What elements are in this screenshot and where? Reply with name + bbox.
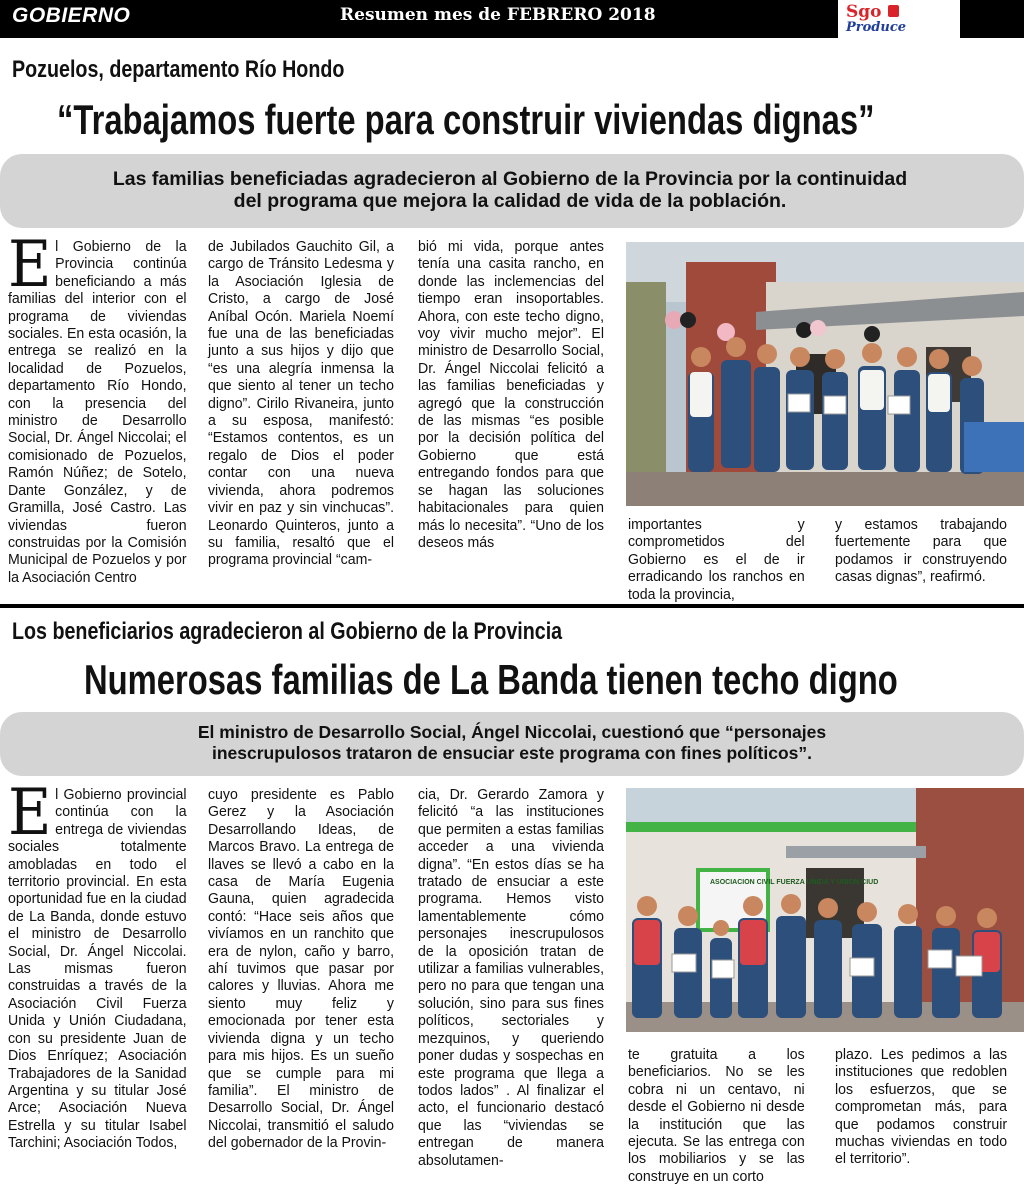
- article1-deck: Las familias beneficiadas agradecieron al Gobierno de la Provincia por la continuidad del programa que mejora la calidad de vida de la población.: [112, 168, 908, 212]
- article2-kicker: Los beneficiarios agradecieron al Gobierno de la Provincia: [12, 618, 563, 645]
- logo-text-produce: Produce: [846, 20, 907, 35]
- article2-column-5: plazo. Les pedimos a las instituciones que redoblen los esfuerzos, que se comprometan más, para que podamos construir muchas viviendas en todo el territorio”.: [835, 1046, 1008, 1168]
- article2-column-4: te gratuita a los beneficiarios. No se les cobra ni un centavo, ni desde el Gobierno ni desde la institución que las ejecuta. Se las entrega con los mobiliarios y se las construye en un corto: [628, 1046, 805, 1185]
- article1-column-2: de Jubilados Gauchito Gil, a cargo de Tránsito Ledesma y la Asociación Iglesia de Cristo, a cargo de José Aníbal Ocón. Mariela Noemí fue una de las beneficiadas junto a sus hijos y dijo que “es una alegría inmensa la que siento al tener un techo digno”. Cirilo Rivaneira, junto a su esposa, manifestó: “Estamos contentos, es un regalo de Dios el poder contar con una nueva vivienda, ahora podremos vivir en paz y sin vinchucas”. Leonardo Quinteros, junto a su familia, resaltó que el programa provincial “cam-: [208, 238, 394, 569]
- article2-deck-box: [0, 712, 1024, 776]
- article2-deck: El ministro de Desarrollo Social, Ángel Niccolai, cuestionó que “personajes inescrupulosos trataron de ensuciar este programa con fines políticos”.: [197, 722, 827, 763]
- article-divider: [0, 604, 1024, 608]
- article1-deck-box: [0, 154, 1024, 228]
- photo-sign-text: ASOCIACION CIVIL FUERZA UNIDA Y UNION CIUD: [710, 879, 879, 886]
- article2-photo: [626, 788, 1024, 1032]
- article1-kicker: Pozuelos, departamento Río Hondo: [12, 56, 345, 83]
- article1-col1-text: l Gobierno de la Provincia continúa beneficiando a más familias del interior con el programa de viviendas sociales. En esta ocasión, la entrega se realizó en la localidad de Pozuelos, departamento Río Hondo, con la presencia del ministro de Desarrollo Social, Dr. Ángel Niccolai; el comisionado de Pozuelos, Ramón Núñez; de Sotelo, Dante González, y de Gramilla, José Castro. Las viviendas fueron construidas por la Comisión Municipal de Pozuelos y por la Asociación Centro: [8, 238, 187, 586]
- article1-headline: “Trabajamos fuerte para construir viviendas dignas”: [57, 96, 875, 143]
- article1-column-4: importantes y comprometidos del Gobierno es el de ir erradicando los ranchos en toda la provincia,: [628, 516, 805, 603]
- article2-column-1: [8, 776, 187, 1152]
- article2-dropcap: E: [8, 776, 52, 850]
- group-photo-house-la-banda: [626, 788, 1024, 1032]
- article1-column-1: [8, 228, 187, 586]
- group-photo-house-pozuelos: [626, 242, 1024, 506]
- article1-column-5: y estamos trabajando fuertemente para que podamos ir construyendo casas dignas”, reafirmó.: [835, 516, 1008, 586]
- page-number: 13: [975, 5, 1002, 32]
- article2-column-3: cia, Dr. Gerardo Zamora y felicitó “a las instituciones que permiten a estas familias acceder a una vivienda digna”. “En estos días se ha tratado de ensuciar a este programa. Hemos visto lamentablemente cómo personajes inescrupulosos de la oposición tratan de utilizar a familias vulnerables, pero no para que tengan una solución, sino para sus fines políticos, sectoriales y mezquinos, y queriendo poner dudas y sospechas en este programa que llega a todos lados” . Al finalizar el acto, el funcionario destacó que las “viviendas se entregan de manera absolutamen-: [418, 786, 604, 1169]
- article2-col1-text: l Gobierno provincial continúa con la entrega de viviendas sociales totalmente amobladas en todo el territorio provincial. En esta oportunidad fue en la ciudad de La Banda, donde estuvo el ministro de Desarrollo Social, Dr. Ángel Niccolai. Las mismas fueron construidas a través de la Asociación Civil Fuerza Unida y Unión Ciudadana, con su presidente Juan de Dios Enríquez; Asociación Trabajadores de la Sanidad Argentina y su titular José Arce; Asociación Nueva Estrella y su titular Isabel Tarchini; Asociación Todos,: [8, 786, 187, 1152]
- article1-photo: [626, 242, 1024, 506]
- section-tag: GOBIERNO: [12, 4, 131, 27]
- logo-text-sgo: Sgo: [846, 2, 882, 22]
- article2-headline: Numerosas familias de La Banda tienen techo digno: [84, 656, 898, 703]
- issue-date: Resumen mes de FEBRERO 2018: [340, 5, 656, 25]
- article2-column-2: cuyo presidente es Pablo Gerez y la Asociación Desarrollando Ideas, de Marcos Bravo. La entrega de llaves se llevó a cabo en la casa de María Eugenia Gauna, quien agradecida contó: “Hace seis años que vivíamos en un ranchito que era de nylon, caño y barro, ahí tuvimos que pasar por calores y lluvias. Ahora me siento muy feliz y emocionada por tener esta vivienda digna y un techo para mis hijos. Es un sueño que se cumple para mi familia”. El ministro de Desarrollo Social, Dr. Ángel Niccolai, transmitió el saludo del gobernador de la Provin-: [208, 786, 394, 1152]
- logo-mark-icon: [888, 5, 899, 17]
- article1-column-3: bió mi vida, porque antes tenía una casita rancho, en donde las inclemencias del tiempo eran insoportables. Ahora, con este techo digno, voy vivir mucho mejor”. El ministro de Desarrollo Social, Dr. Ángel Niccolai felicitó a las familias beneficiadas y agregó que la construcción de las mismas “es posible por la decisión política del Gobierno que está entregando fondos para que se hagan las soluciones habitacionales para quien más lo necesita”. “Uno de los deseos más: [418, 238, 604, 551]
- article1-dropcap: E: [8, 228, 52, 302]
